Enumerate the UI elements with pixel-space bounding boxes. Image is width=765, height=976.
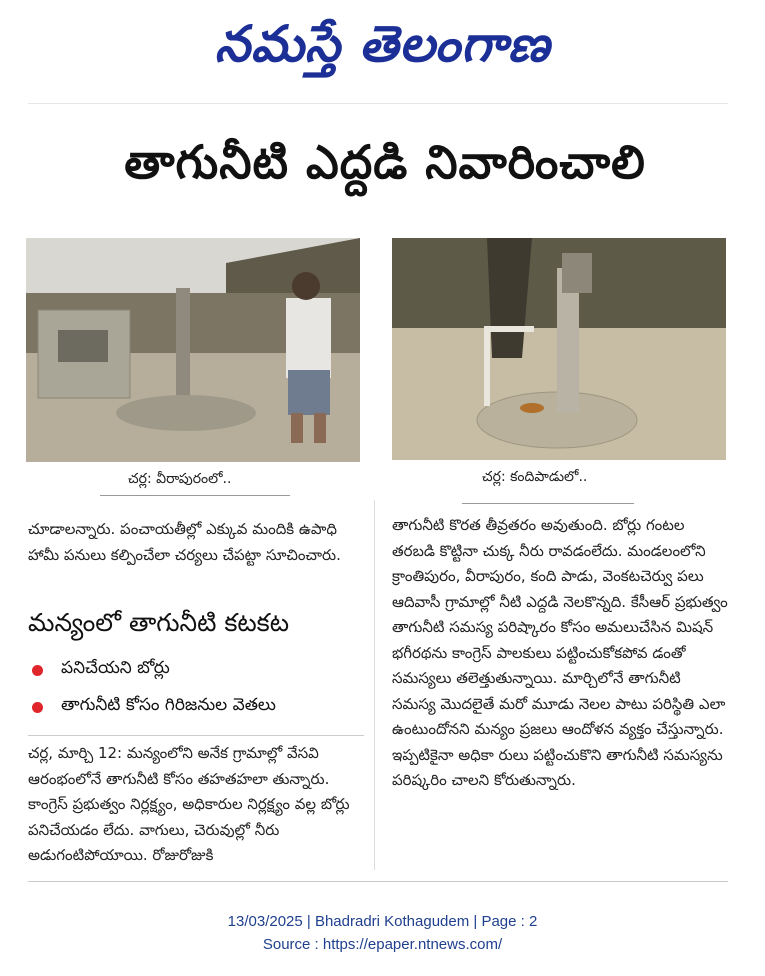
right-body-text: తాగునీటి కొరత తీవ్రతరం అవుతుంది. బోర్లు గంటల తరబడి కొట్టినా చుక్క నీరు రావడంలేదు. మండలంలోని క్రాంతిపురం, వీరాపురం, కంది పాడు, వెంకటచెర్వు పలు ఆదివాసీ గ్రామాల్లో నీటి ఎద్దడి నెలకొన్నది. కేసీఆర్ ప్రభుత్వం తాగునీటి సమస్య పరిష్కారం కోసం అమలుచేసిన మిషన్ భగీరథను కాంగ్రెస్ పాలకులు పట్టించుకోకపోవ డంతో సమస్యలు తలెత్తుతున్నాయి. మార్చిలోనే తాగునీటి సమస్య మొదలైతే మరో మూడు నెలల పాటు పరిస్థితి ఎలా ఉంటుందోనని మన్యం ప్రజలు ఆందోళన వ్యక్తం చేస్తున్నారు. ఇప్పటికైనా అధికా రులు పట్టించుకొని తాగునీటి సమస్యను పరిష్కరిం చాలని కోరుతున్నారు. — [392, 516, 728, 789]
left-body-text: చర్ల, మార్చి 12: మన్యంలోని అనేక గ్రామాల్లో వేసవి ఆరంభంలోనే తాగునీటి కోసం తహతహలా తున్నారు. కాంగ్రెస్ ప్రభుత్వం నిర్లక్ష్యం, అధికారుల నిర్లక్ష్యం వల్ల బోర్లు పనిచేయడం లేదు. వాగులు, చెరువుల్లో నీరు అడుగంటిపోయాయి. రోజురోజుకి — [28, 744, 350, 864]
masthead-divider — [28, 103, 728, 104]
bullet-dot-icon — [32, 665, 43, 676]
section-divider — [28, 735, 364, 736]
photo-kandipadu-illustration — [392, 238, 726, 460]
bullet-dot-icon — [32, 702, 43, 713]
masthead — [0, 0, 765, 100]
photo2-caption: చర్ల: కందిపాడులో.. — [482, 469, 588, 485]
bullet-text: పనిచేయని బోర్లు — [61, 658, 170, 678]
masthead-logo: నమస్తే తెలంగాణ — [214, 14, 551, 73]
footer-edition-line: 13/03/2025 | Bhadradri Kothagudem | Page : 2 — [227, 913, 538, 930]
photo1-caption-rule — [100, 495, 290, 496]
subheading: మన్యంలో తాగునీటి కటకట — [28, 608, 290, 637]
bullet-item — [28, 695, 276, 719]
right-column-body — [392, 513, 728, 794]
footer-divider — [28, 881, 728, 882]
headline: తాగునీటి ఎద్దడి నివారించాలి — [124, 135, 646, 189]
photo1-caption: చర్ల: వీరాపురంలో.. — [128, 471, 232, 487]
photo-kandipadu — [392, 238, 726, 460]
photo-veerapuram — [26, 238, 360, 462]
footer-source-line[interactable]: Source : https://epaper.ntnews.com/ — [262, 936, 503, 953]
bullet-text: తాగునీటి కోసం గిరిజనుల వెతలు — [61, 695, 276, 715]
bullet-item — [28, 658, 170, 682]
photo2-caption-rule — [462, 503, 634, 504]
left-intro-text: చూడాలన్నారు. పంచాయతీల్లో ఎక్కువ మందికి ఉపాధి హామీ పనులు కల్పించేలా చర్యలు చేపట్టా సూచించారు. — [28, 520, 341, 564]
column-divider — [374, 500, 375, 870]
left-column-intro — [28, 517, 364, 568]
photo-veerapuram-illustration — [26, 238, 360, 462]
left-column-body — [28, 741, 364, 869]
